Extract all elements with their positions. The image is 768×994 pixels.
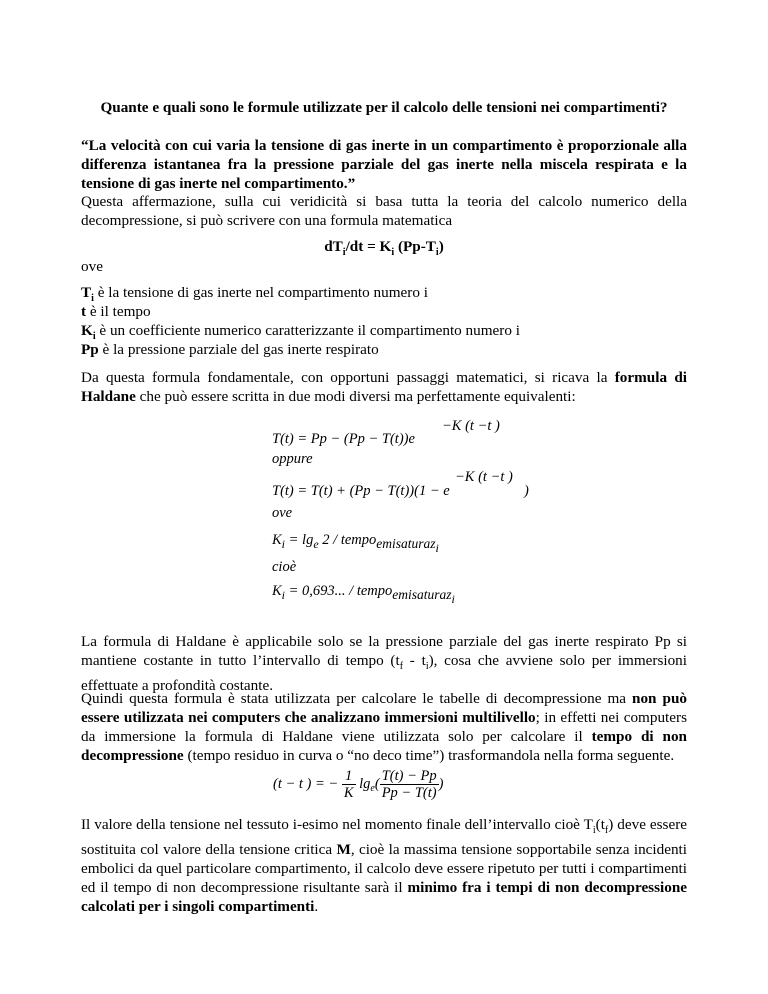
eq2-exponent: −K (t −t ) — [455, 469, 513, 485]
haldane-intro-paragraph: Da questa formula fondamentale, con opportuni passaggi matematici, si ricava la formula di Haldane che può essere scritta in due modi diversi ma perfettamente equivalenti: — [81, 369, 687, 405]
eq1-main: T(t) = Pp − (Pp − T(t))e — [272, 431, 415, 447]
k1-formula: $K_i = \lg_e 2$ / tempoemisaturaz$_i$ — [272, 532, 439, 555]
definition-pp: Pp è la pressione parziale del gas inerte respirato — [81, 341, 379, 358]
k2-formula: $K_i = 0,693$... / tempoemisaturaz$_i$ — [272, 583, 455, 606]
word-ove-formula: ove — [272, 505, 293, 521]
word-oppure: oppure — [272, 451, 313, 467]
quote-paragraph: “La velocità con cui varia la tensione di gas inerte in un compartimento è proporzionale alla differenza istantanea fra la pressione parziale del gas inerte nella miscela respirata e la tensione di gas inerte nel compartimento.” — [81, 137, 687, 192]
computers-paragraph: Quindi questa formula è stata utilizzata per calcolare le tabelle di decompressione ma non può essere utilizzata nei computers che analizzano immersioni multilivello; in effetti nei computers da immersione la formula di Haldane viene utilizzata solo per calcolare il tempo di non decompressione (tempo residuo in curva o “no deco time”) trasformandola nella forma seguente. — [81, 690, 687, 764]
eq2-close: ) — [524, 483, 529, 499]
haldane-applicability-paragraph: La formula di Haldane è applicabile solo se la pressione parziale del gas inerte respirato Pp si mantiene costante in tutto l’intervallo di tempo $(t_f - t_i)$, cosa che avviene solo per immersioni effettuate a profondità costante. — [81, 633, 687, 695]
word-cioe: cioè — [272, 559, 297, 575]
main-formula: $dT_i/dt = K_i$ $(Pp-T_i)$ — [324, 238, 444, 259]
eq1-exponent: −K (t −t ) — [442, 418, 500, 434]
no-deco-formula: (t − t ) = − $\frac{1}{K}$ $\lg_e$( $\frac{T(t) - Pp}{Pp - T(t)}$ ) — [273, 768, 444, 801]
definition-t: t è il tempo — [81, 303, 151, 320]
definition-ti: $T_i$ è la tensione di gas inerte nel compartimento numero i — [81, 284, 428, 305]
page-title: Quante e quali sono le formule utilizzate per il calcolo delle tensioni nei compartimenti? — [100, 99, 668, 116]
intro-paragraph: Questa affermazione, sulla cui veridicità si basa tutta la teoria del calcolo numerico della decompressione, si può scrivere con una formula matematica — [81, 193, 687, 229]
definition-ki: $K_i$ è un coefficiente numerico caratterizzante il compartimento numero i — [81, 322, 520, 343]
final-paragraph: Il valore della tensione nel tessuto i-esimo nel momento finale dell’intervallo cioè $T_i(t_f)$ deve essere sostituita col valore della tensione critica M, cioè la massima tensione sopportabile senza incidenti embolici da quel particolare compartimento, il calcolo deve essere ripetuto per tutti i compartimenti ed il tempo di non decompressione risultante sarà il minimo fra i tempi di non decompressione calcolati per i singoli compartimenti. — [81, 816, 688, 916]
eq2-main: T(t) = T(t) + (Pp − T(t))(1 − e — [272, 483, 450, 499]
ove-label: ove — [81, 258, 103, 275]
